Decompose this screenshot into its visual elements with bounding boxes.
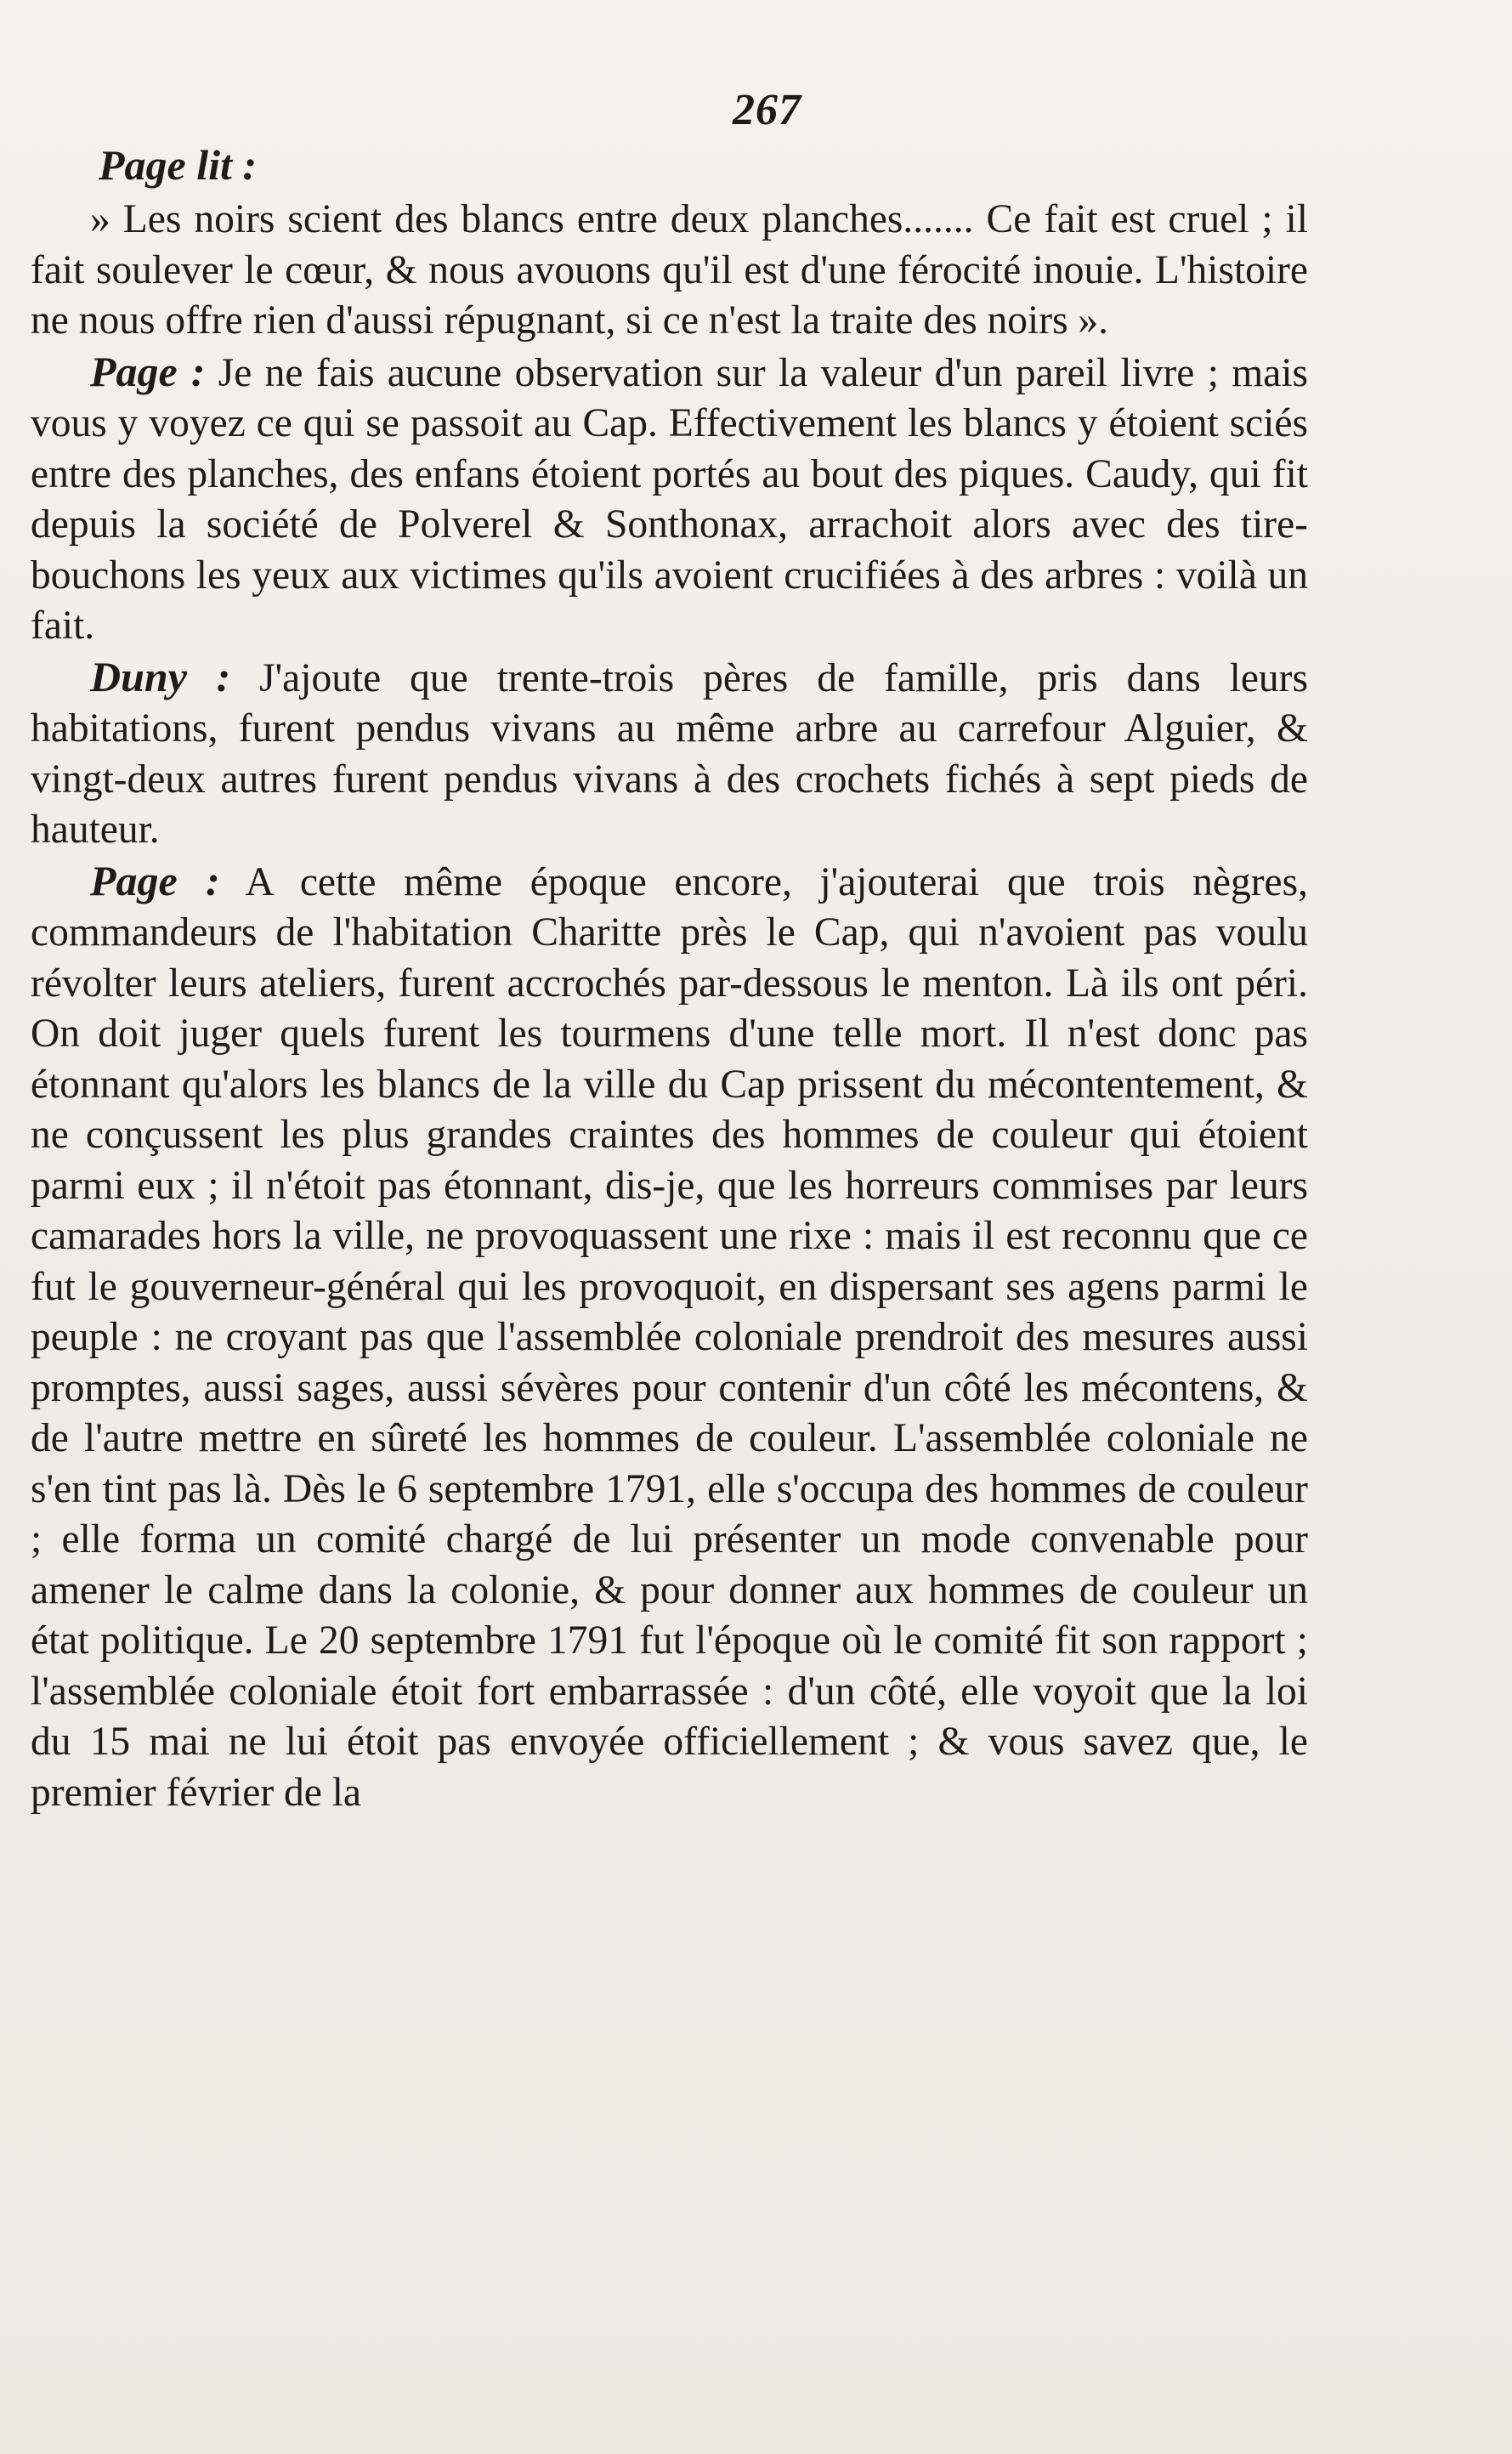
- paragraph-text: » Les noirs scient des blancs entre deux planches....... Ce fait est cruel ; il fait soulever le cœur, & nous avouons qu'il est d'une férocité inouie. L'histoire ne nous offre rien d'aussi répugnant, si ce n'est la traite des noirs ».: [31, 197, 1308, 343]
- paragraph-text: Je ne fais aucune observation sur la valeur d'un pareil livre ; mais vous y voyez ce qui se passoit au Cap. Effectivement les blancs y étoient sciés entre des planches, des enfans étoient portés au bout des piques. Caudy, qui fit depuis la société de Polverel & Sonthonax, arrachoit alors avec des tire-bouchons les yeux aux victimes qu'ils avoient crucifiées à des arbres : voilà un fait.: [31, 350, 1309, 648]
- section-heading: Page lit :: [99, 141, 258, 189]
- speaker-label: Page :: [90, 856, 220, 904]
- paragraph-3: [31, 652, 1308, 856]
- paragraph-text: A cette même époque encore, j'ajouterai que trois nègres, commandeurs de l'habitation Charitte près le Cap, qui n'avoient pas voulu révolter leurs ateliers, furent accrochés par-dessous le menton. Là ils ont péri. On doit juger quels furent les tourmens d'une telle mort. Il n'est donc pas étonnant qu'alors les blancs de la ville du Cap prissent du mécontentement, & ne conçussent les plus grandes craintes des hommes de couleur qui étoient parmi eux ; il n'étoit pas étonnant, dis-je, que les horreurs commises par leurs camarades hors la ville, ne provoquassent une rixe : mais il est reconnu que ce fut le gouverneur-général qui les provoquoit, en dispersant ses agens parmi le peuple : ne croyant pas que l'assemblée coloniale prendroit des mesures aussi promptes, aussi sages, aussi sévères pour contenir d'un côté les mécontens, & de l'autre mettre en sûreté les hommes de couleur. L'assemblée coloniale ne s'en tint pas là. Dès le 6 septembre 1791, elle s'occupa des hommes de couleur ; elle forma un comité chargé de lui présenter un mode convenable pour amener le calme dans la colonie, & pour donner aux hommes de couleur un état politique. Le 20 septembre 1791 fut l'époque où le comité fit son rapport ; l'assemblée coloniale étoit fort embarrassée : d'un côté, elle voyoit que la loi du 15 mai ne lui étoit pas envoyée officiellement ; & vous savez que, le premier février de la: [31, 859, 1308, 1815]
- paragraph-2: [31, 347, 1308, 652]
- paragraph-1: [31, 193, 1308, 347]
- page-number: 267: [733, 86, 801, 134]
- speaker-label: Duny :: [90, 652, 231, 700]
- speaker-label: Page :: [90, 347, 206, 395]
- paragraph-text: J'ajoute que trente-trois pères de famille, pris dans leurs habitations, furent pendus vivans au même arbre au carrefour Alguier, & vingt-deux autres furent pendus vivans à des crochets fichés à sept pieds de hauteur.: [31, 655, 1308, 852]
- body-text: [31, 193, 1308, 1818]
- paragraph-4: [31, 856, 1308, 1819]
